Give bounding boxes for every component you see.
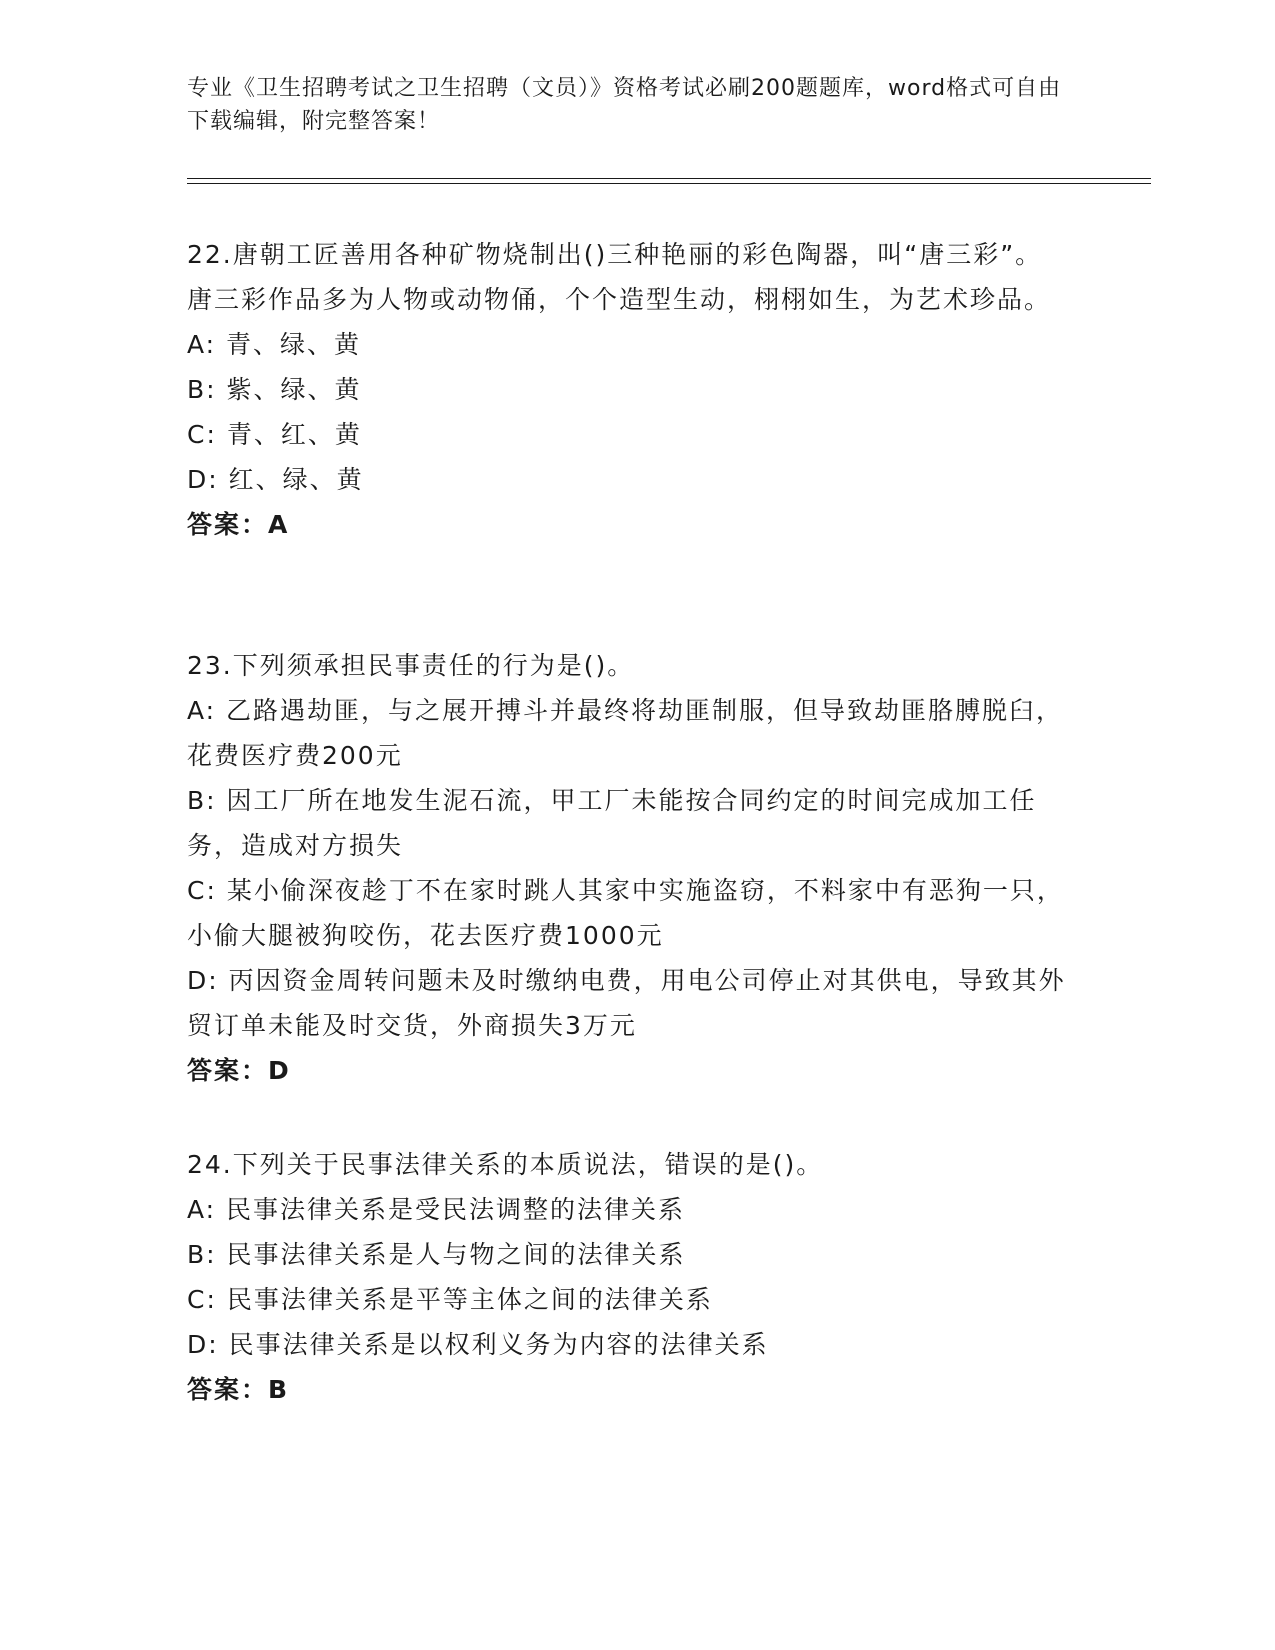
- option-b: B: 因工厂所在地发生泥石流，甲工厂未能按合同约定的时间完成加工任务，造成对方损失: [187, 786, 1037, 860]
- option-a: A: 乙路遇劫匪，与之展开搏斗并最终将劫匪制服，但导致劫匪胳膊脱臼，花费医疗费200元: [187, 696, 1064, 770]
- document-header: 专业《卫生招聘考试之卫生招聘（文员）》资格考试必刷200题题库，word格式可自由下载编辑，附完整答案！: [187, 76, 1062, 134]
- answer: 答案：B: [187, 1375, 290, 1404]
- option-d: D: 丙因资金周转问题未及时缴纳电费，用电公司停止对其供电，导致其外贸订单未能及时交货，外商损失3万元: [187, 966, 1066, 1040]
- answer: 答案：D: [187, 1056, 291, 1085]
- option-b: B: 紫、绿、黄: [187, 375, 362, 404]
- question-24: [187, 1142, 1067, 1412]
- header-divider-top: [187, 178, 1151, 179]
- option-c: C: 青、红、黄: [187, 420, 362, 449]
- option-a: A: 青、绿、黄: [187, 330, 362, 359]
- question-23: [187, 643, 1067, 1093]
- answer: 答案：A: [187, 510, 290, 539]
- option-c: C: 民事法律关系是平等主体之间的法律关系: [187, 1285, 713, 1314]
- option-a: A: 民事法律关系是受民法调整的法律关系: [187, 1195, 686, 1224]
- header-divider-bottom: [187, 183, 1151, 184]
- question-stem: 23.下列须承担民事责任的行为是()。: [187, 651, 635, 680]
- option-d: D: 民事法律关系是以权利义务为内容的法律关系: [187, 1330, 769, 1359]
- option-b: B: 民事法律关系是人与物之间的法律关系: [187, 1240, 686, 1269]
- option-c: C: 某小偷深夜趁丁不在家时跳人其家中实施盗窃，不料家中有恶狗一只，小偷大腿被狗咬伤，花去医疗费1000元: [187, 876, 1064, 950]
- option-d: D: 红、绿、黄: [187, 465, 364, 494]
- question-stem: 22.唐朝工匠善用各种矿物烧制出()三种艳丽的彩色陶器，叫“唐三彩”。唐三彩作品多为人物或动物俑，个个造型生动，栩栩如生，为艺术珍品。: [187, 240, 1052, 314]
- question-22: [187, 232, 1067, 547]
- question-stem: 24.下列关于民事法律关系的本质说法，错误的是()。: [187, 1150, 824, 1179]
